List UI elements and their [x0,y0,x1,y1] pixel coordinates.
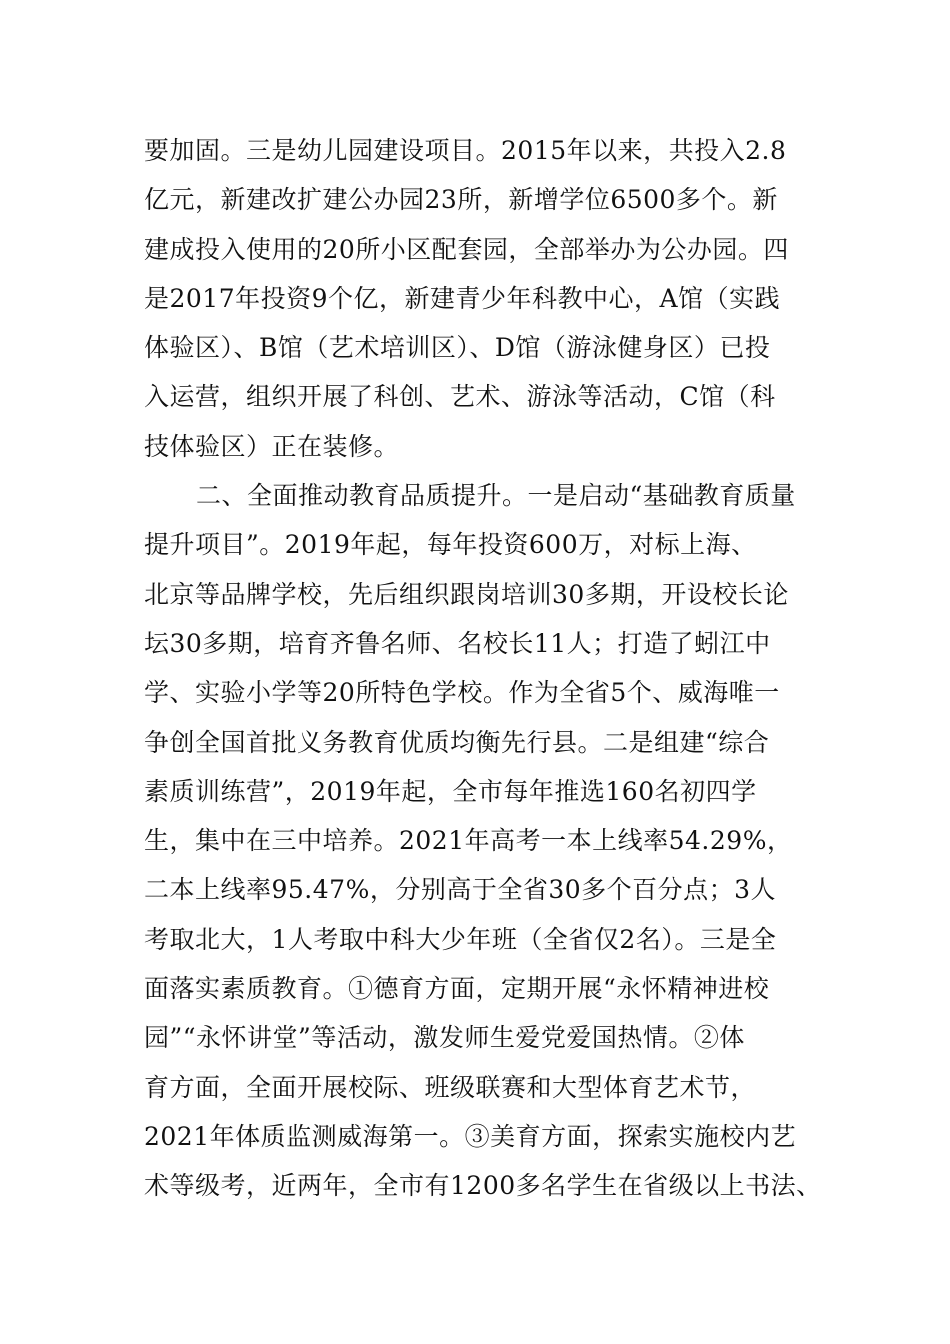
text-line: 建成投入使用的20所小区配套园，全部举办为公办园。四 [144,234,789,264]
text-line: 亿元，新建改扩建公办园23所，新增学位6500多个。新 [144,185,778,215]
text-line: 坛30多期，培育齐鲁名师、名校长11人；打造了蚓江中 [144,628,771,658]
text-line: 生，集中在三中培养。2021年高考一本上线率54.29%， [144,826,793,856]
text-line: 北京等品牌学校，先后组织跟岗培训30多期，开设校长论 [144,579,789,609]
text-line: 面落实素质教育。①德育方面，定期开展“永怀精神进校 [144,974,770,1004]
text-line: 体验区）、B馆（艺术培训区）、D馆（游泳健身区）已投 [144,333,771,363]
text-line: 术等级考，近两年，全市有1200多名学生在省级以上书法、 [144,1171,822,1201]
text-line: 学、实验小学等20所特色学校。作为全省5个、威海唯一 [144,678,780,708]
text-line: 2021年体质监测威海第一。③美育方面，探索实施校内艺 [144,1121,797,1151]
text-line: 考取北大，1人考取中科大少年班（全省仅2名）。三是全 [144,924,777,954]
text-line: 育方面，全面开展校际、班级联赛和大型体育艺术节， [144,1072,757,1102]
text-line: 提升项目”。2019年起，每年投资600万，对标上海、 [144,530,757,560]
text-line: 争创全国首批义务教育优质均衡先行县。二是组建“综合 [144,727,770,757]
text-line: 园”“永怀讲堂”等活动，激发师生爱党爱国热情。②体 [144,1023,745,1053]
document-body [144,126,844,1211]
text-line: 入运营，组织开展了科创、艺术、游泳等活动，C馆（科 [144,382,776,412]
text-line: 二本上线率95.47%，分别高于全省30多个百分点；3人 [144,875,777,905]
text-line: 要加固。三是幼儿园建设项目。2015年以来，共投入2.8 [144,136,787,165]
text-line: 技体验区）正在装修。 [144,431,400,461]
paragraph-start-line: 二、全面推动教育品质提升。一是启动“基础教育质量 [196,481,796,511]
text-line: 是2017年投资9个亿，新建青少年科教中心，A馆（实践 [144,283,781,313]
text-line: 素质训练营”，2019年起，全市每年推选160名初四学 [144,776,757,806]
